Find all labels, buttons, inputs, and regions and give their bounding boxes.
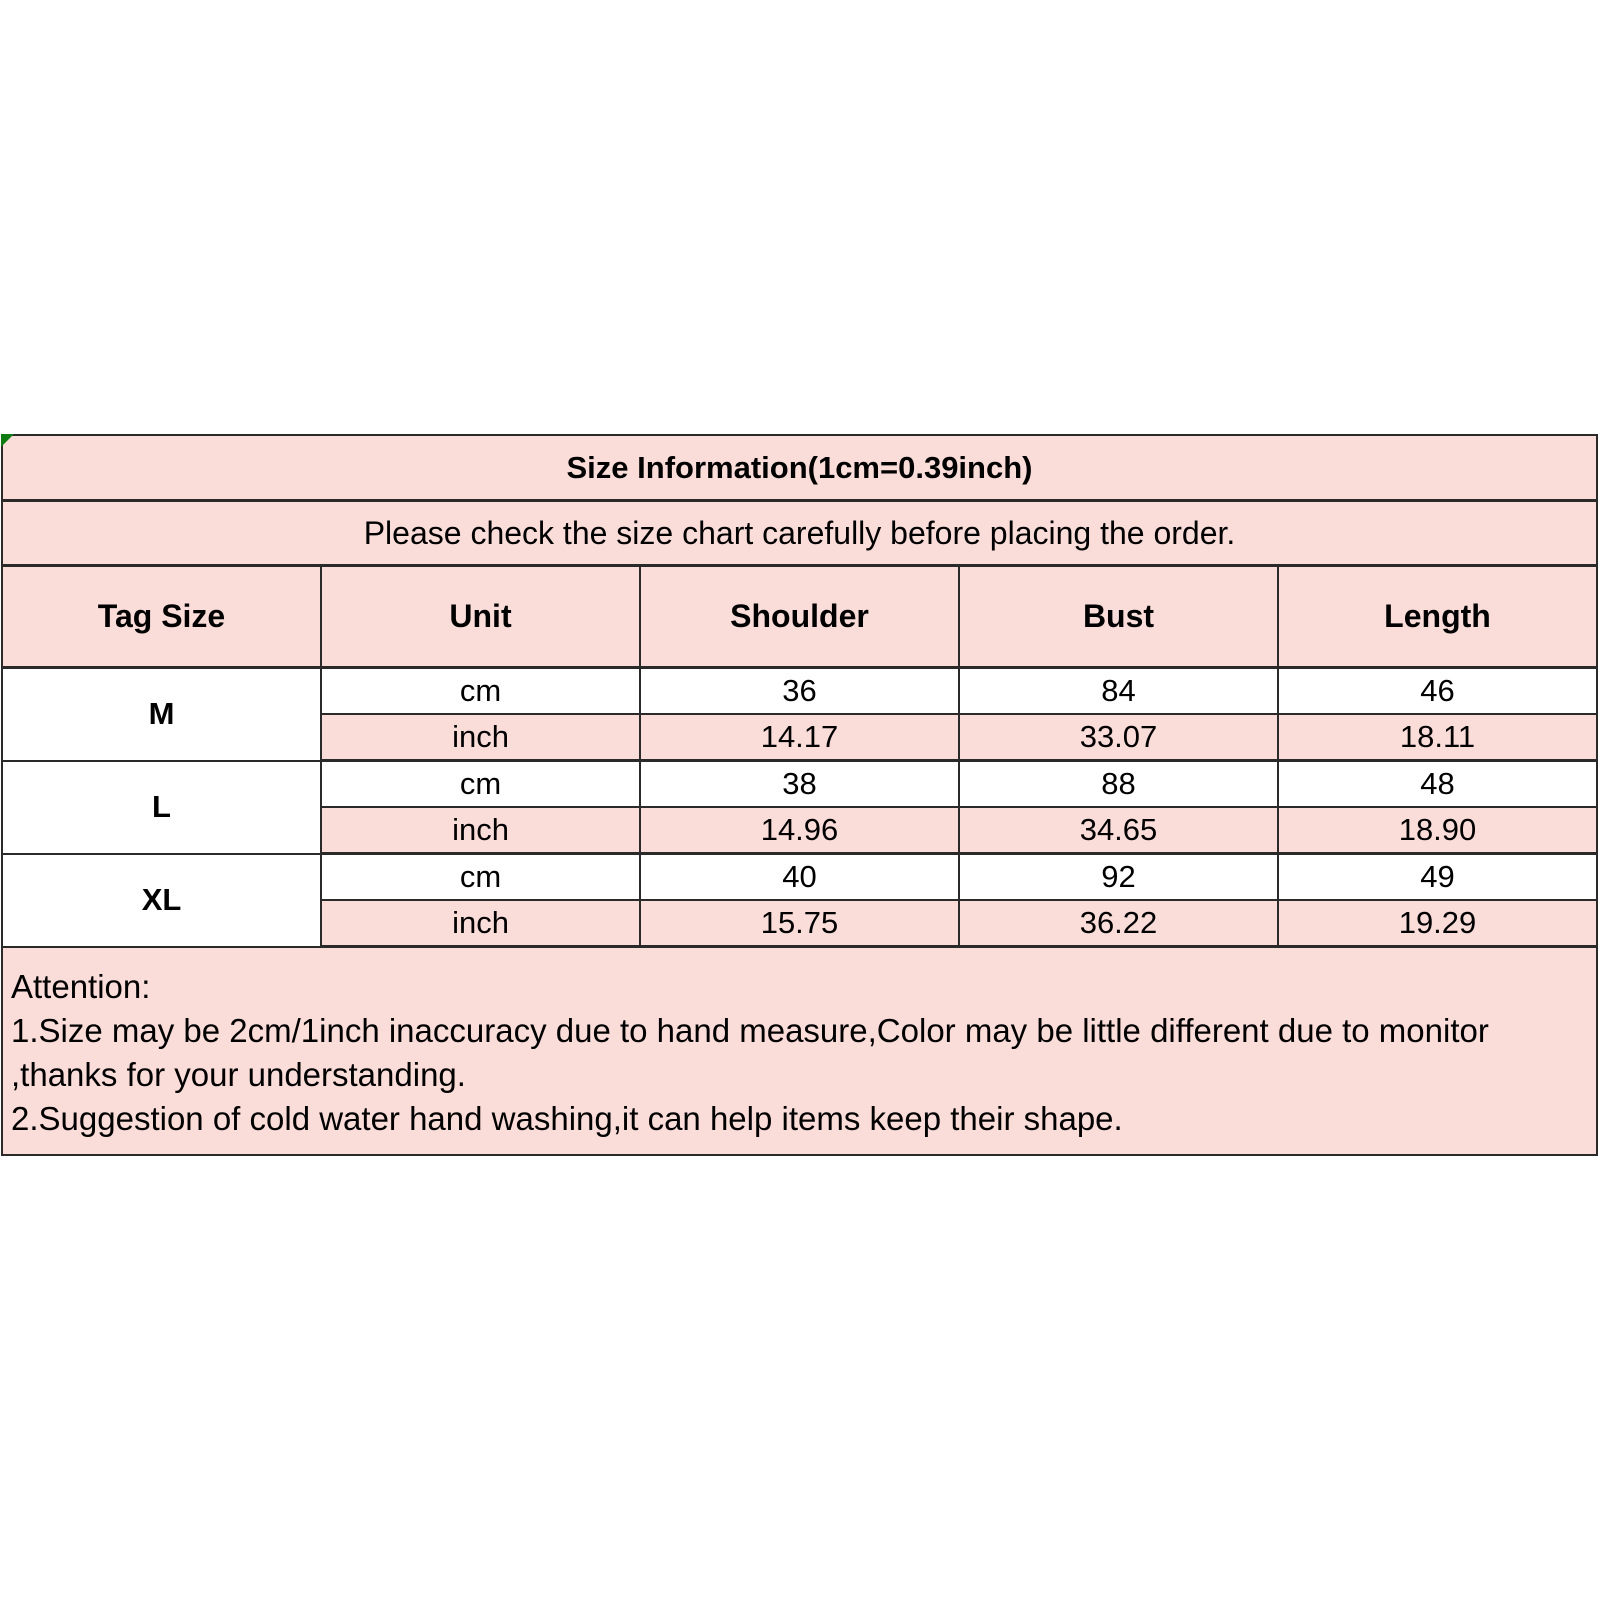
length-value: 18.11 [1278, 714, 1597, 761]
subtitle-row [2, 501, 1597, 566]
length-value: 49 [1278, 854, 1597, 901]
unit-label: cm [321, 668, 640, 715]
col-header-unit: Unit [321, 566, 640, 668]
col-header-tag-size: Tag Size [2, 566, 321, 668]
attention-row [2, 947, 1597, 1156]
attention-line: 2.Suggestion of cold water hand washing,it can help items keep their shape. [11, 1100, 1123, 1137]
attention-line: ,thanks for your understanding. [11, 1056, 466, 1093]
bust-value: 84 [959, 668, 1278, 715]
shoulder-value: 14.17 [640, 714, 959, 761]
shoulder-value: 14.96 [640, 807, 959, 854]
bust-value: 92 [959, 854, 1278, 901]
size-l-cm-row [2, 761, 1597, 808]
unit-label: cm [321, 761, 640, 808]
bust-value: 33.07 [959, 714, 1278, 761]
shoulder-value: 36 [640, 668, 959, 715]
attention-block [2, 947, 1597, 1156]
attention-heading: Attention: [11, 968, 151, 1005]
col-header-bust: Bust [959, 566, 1278, 668]
size-chart [1, 434, 1598, 1156]
column-header-row [2, 566, 1597, 668]
shoulder-value: 40 [640, 854, 959, 901]
title-row [2, 435, 1597, 501]
size-xl-cm-row [2, 854, 1597, 901]
bust-value: 88 [959, 761, 1278, 808]
unit-label: inch [321, 900, 640, 947]
tag-size-l: L [2, 761, 321, 854]
size-m-cm-row [2, 668, 1597, 715]
col-header-shoulder: Shoulder [640, 566, 959, 668]
length-value: 46 [1278, 668, 1597, 715]
table-title: Size Information(1cm=0.39inch) [2, 435, 1597, 501]
bust-value: 36.22 [959, 900, 1278, 947]
unit-label: inch [321, 807, 640, 854]
shoulder-value: 38 [640, 761, 959, 808]
tag-size-xl: XL [2, 854, 321, 947]
green-corner-triangle-icon [1, 434, 14, 447]
table-subtitle: Please check the size chart carefully before placing the order. [2, 501, 1597, 566]
col-header-length: Length [1278, 566, 1597, 668]
unit-label: inch [321, 714, 640, 761]
length-value: 48 [1278, 761, 1597, 808]
attention-line: 1.Size may be 2cm/1inch inaccuracy due to hand measure,Color may be little different due to monitor [11, 1012, 1489, 1049]
tag-size-m: M [2, 668, 321, 761]
length-value: 19.29 [1278, 900, 1597, 947]
size-table [1, 434, 1598, 1156]
length-value: 18.90 [1278, 807, 1597, 854]
shoulder-value: 15.75 [640, 900, 959, 947]
bust-value: 34.65 [959, 807, 1278, 854]
unit-label: cm [321, 854, 640, 901]
